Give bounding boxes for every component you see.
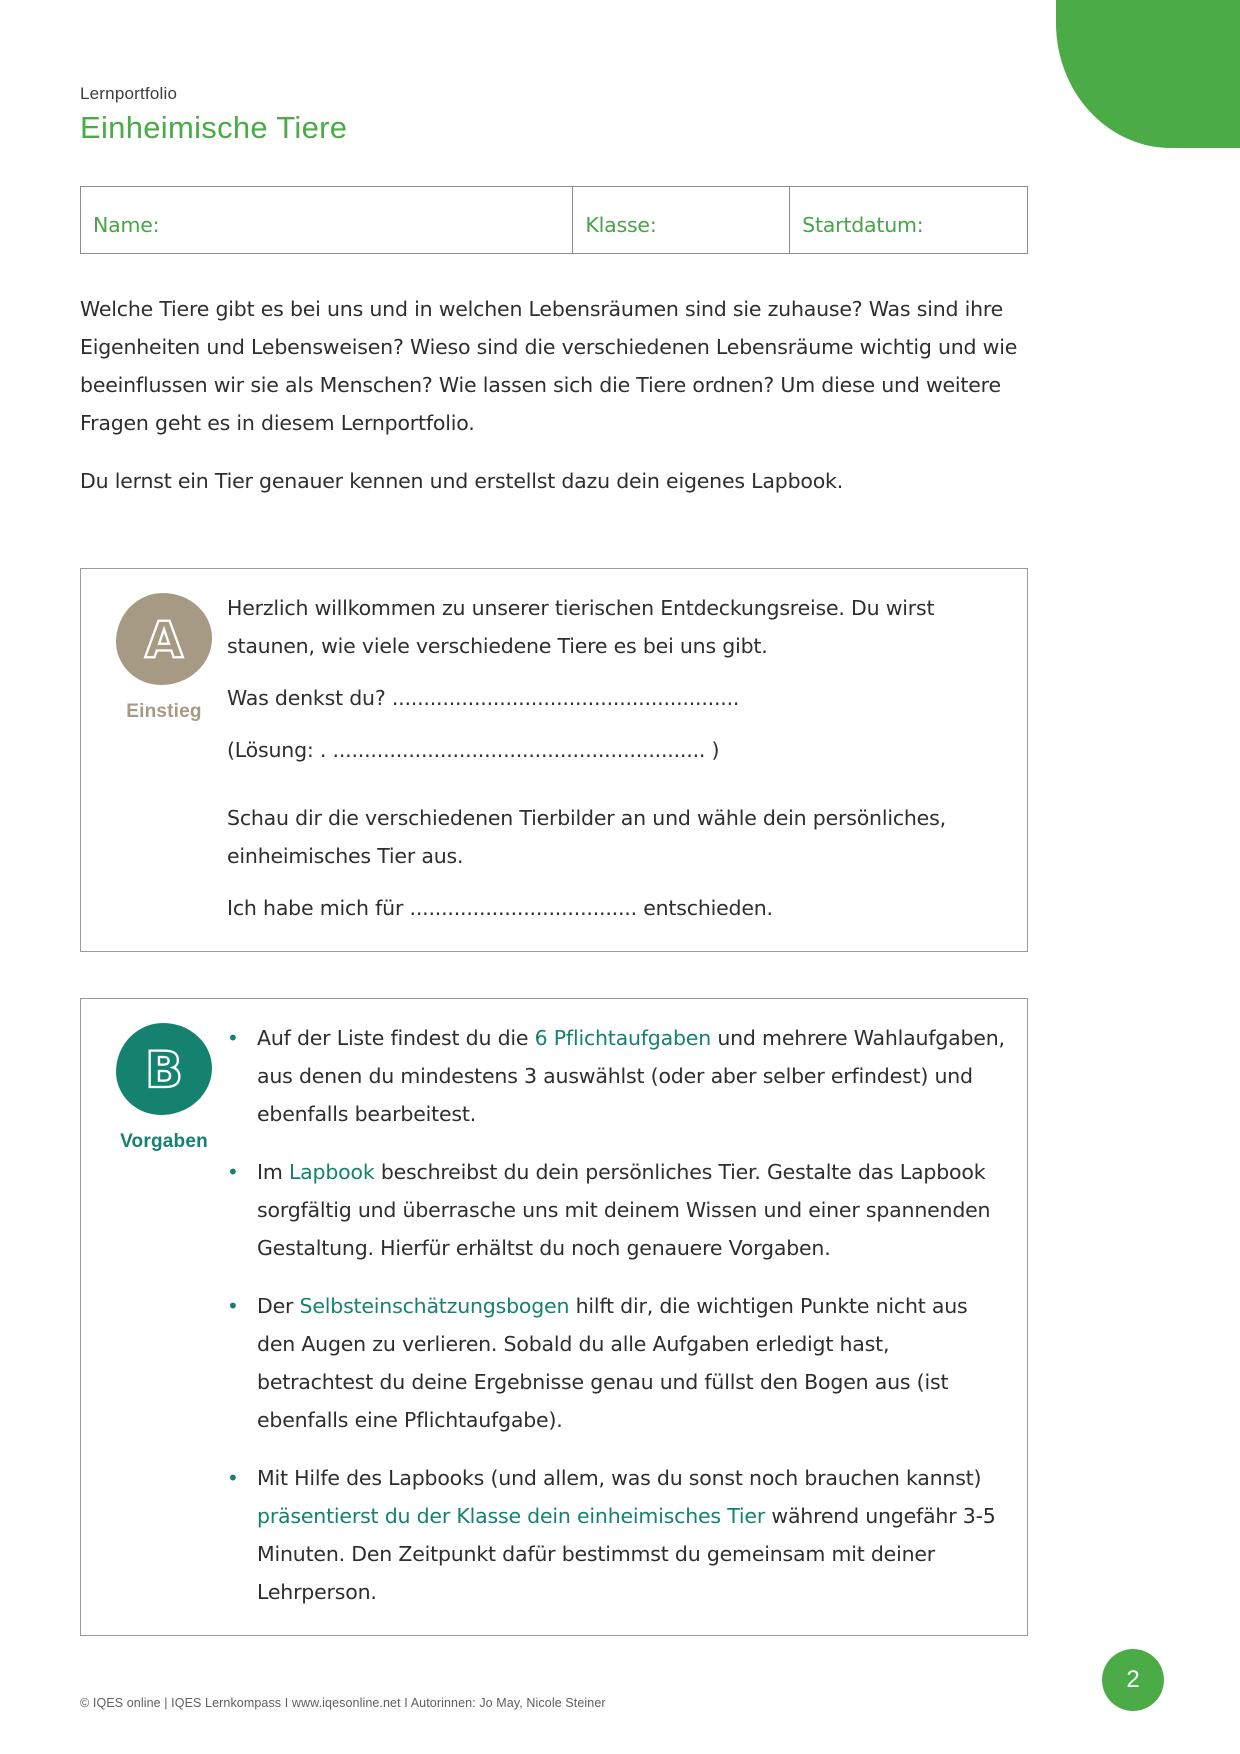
einstieg-paragraph: Schau dir die verschiedenen Tierbilder an und wähle dein persönliches, einheimisches Tier aus. xyxy=(227,806,946,868)
einstieg-choice-line: Ich habe mich für .................................... entschieden. xyxy=(227,896,773,920)
einstieg-think-line: Was denkst du? ....................................................... xyxy=(227,686,740,710)
document-kicker: Lernportfolio xyxy=(80,84,178,103)
vorgaben-badge-column xyxy=(103,1019,225,1611)
footer-credits: © IQES online | IQES Lernkompass I www.iqesonline.net I Autorinnen: Jo May, Nicole Steiner xyxy=(80,1696,606,1710)
bullet-highlight: Lapbook xyxy=(288,1160,375,1184)
bullet-icon: • xyxy=(227,1160,239,1184)
page-number-badge: 2 xyxy=(1102,1649,1164,1711)
list-item xyxy=(227,1019,1005,1133)
vorgaben-label: Vorgaben xyxy=(120,1131,208,1152)
name-field: Name: xyxy=(81,187,573,254)
bullet-text: und mehrere Wahlaufgaben, aus denen du mindestens 3 auswählst (oder aber selber erfindest) und ebenfalls bearbeitest. xyxy=(257,1026,1005,1126)
einstieg-paragraph: Herzlich willkommen zu unserer tierischen Entdeckungsreise. Du wirst staunen, wie viele verschiedene Tiere es bei uns gibt. xyxy=(227,596,935,658)
einstieg-label: Einstieg xyxy=(126,701,202,722)
list-item xyxy=(227,1459,1005,1611)
start-date-field: Startdatum: xyxy=(790,187,1028,254)
class-field: Klasse: xyxy=(573,187,790,254)
bullet-text: Im xyxy=(257,1160,289,1184)
table-row xyxy=(81,187,1028,254)
intro-paragraph: Welche Tiere gibt es bei uns und in welchen Lebensräumen sind sie zuhause? Was sind ihre Eigenheiten und Lebensweisen? Wieso sind die verschiedenen Lebensräume wichtig und wie beeinflussen wir sie als Menschen? Wie lassen sich die Tiere ordnen? Um diese und weitere Fragen geht es in diesem Lernportfolio. xyxy=(80,297,1018,435)
bullet-text: beschreibst du dein persönliches Tier. Gestalte das Lapbook sorgfältig und überrasche uns mit deinem Wissen und einer spannenden Gestaltung. Hierfür erhältst du noch genauere Vorgaben. xyxy=(257,1160,991,1260)
vorgaben-content xyxy=(225,1019,1009,1611)
vorgaben-box xyxy=(80,998,1028,1636)
bullet-text: Der xyxy=(257,1294,300,1318)
bullet-icon: • xyxy=(227,1294,239,1318)
list-item xyxy=(227,1287,1005,1439)
bullet-highlight: Selbsteinschätzungsbogen xyxy=(299,1294,570,1318)
student-info-table xyxy=(80,186,1028,254)
bullet-highlight: präsentierst du der Klasse dein einheimisches Tier xyxy=(257,1504,766,1528)
intro-section xyxy=(80,290,1045,500)
einstieg-box xyxy=(80,568,1028,952)
bullet-highlight: 6 Pflichtaufgaben xyxy=(534,1026,712,1050)
einstieg-solution-line: (Lösung: . ........................................................... ) xyxy=(227,738,720,762)
bullet-text: Mit Hilfe des Lapbooks (und allem, was du sonst noch brauchen kannst) xyxy=(257,1466,982,1490)
bullet-text: Auf der Liste findest du die xyxy=(257,1026,535,1050)
svg-text:A: A xyxy=(144,611,184,670)
intro-paragraph: Du lernst ein Tier genauer kennen und erstellst dazu dein eigenes Lapbook. xyxy=(80,469,844,493)
list-item xyxy=(227,1153,1005,1267)
einstieg-badge-column xyxy=(103,589,225,927)
letter-b-icon xyxy=(116,1023,212,1115)
bullet-icon: • xyxy=(227,1026,239,1050)
page-title: Einheimische Tiere xyxy=(80,110,348,145)
einstieg-content xyxy=(225,589,1009,927)
bullet-text: während ungefähr 3-5 Minuten. Den Zeitpunkt dafür bestimmst du gemeinsam mit deiner Lehrperson. xyxy=(257,1504,996,1604)
letter-a-icon xyxy=(116,593,212,685)
svg-text:B: B xyxy=(145,1041,183,1100)
bullet-text: hilft dir, die wichtigen Punkte nicht aus den Augen zu verlieren. Sobald du alle Aufgaben erledigt hast, betrachtest du deine Ergebnisse genau und füllst den Bogen aus (ist ebenfalls eine Pflichtaufgabe). xyxy=(257,1294,968,1432)
bullet-icon: • xyxy=(227,1466,239,1490)
